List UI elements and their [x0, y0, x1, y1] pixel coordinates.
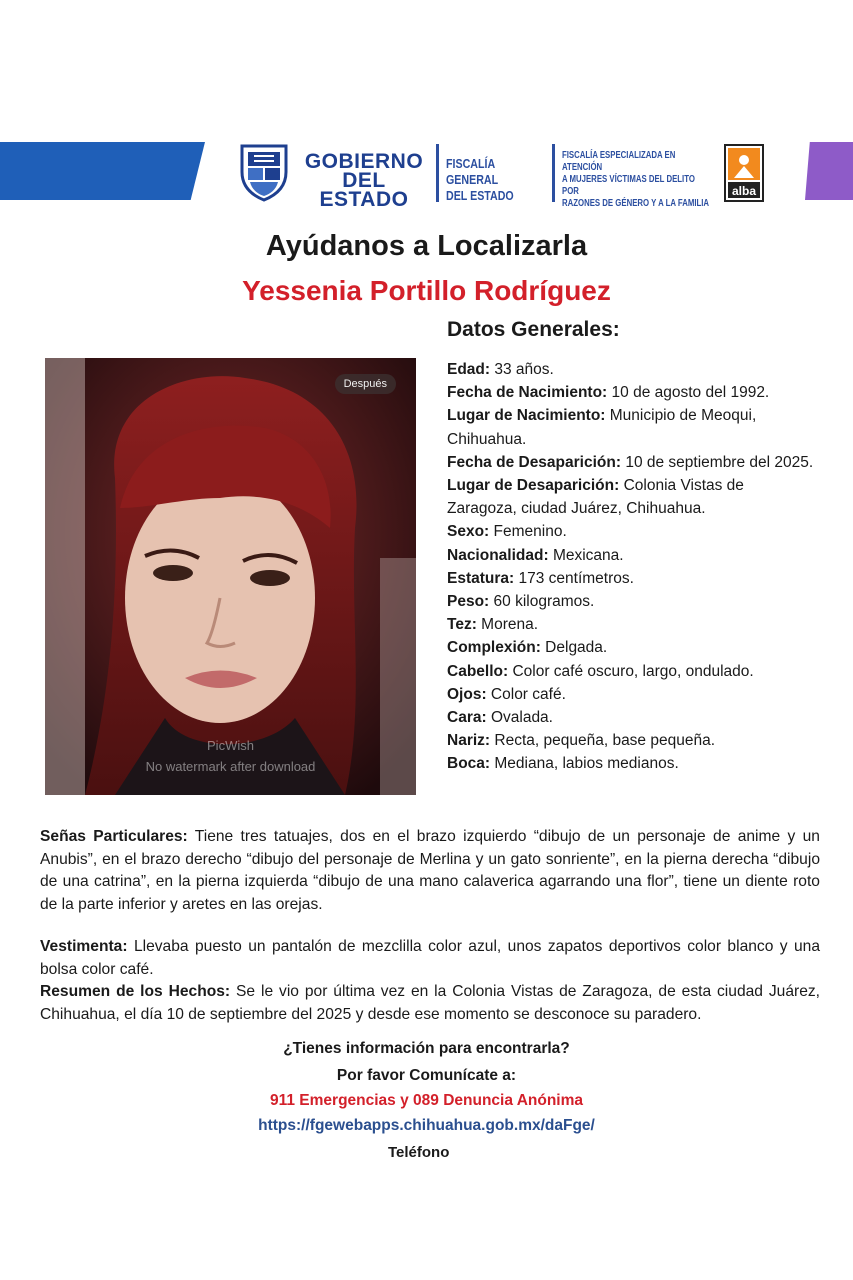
fge-line-1: FISCALÍA GENERAL: [446, 156, 499, 187]
gov-line-1: GOBIERNO: [304, 150, 424, 173]
detail-peso: Peso: 60 kilogramos.: [447, 593, 595, 611]
datos-heading: Datos Generales:: [447, 318, 620, 341]
detail-boca: Boca: Mediana, labios medianos.: [447, 755, 679, 773]
fge-line-2: DEL ESTADO: [446, 188, 514, 203]
portrait-illustration: [45, 358, 416, 795]
after-badge: Después: [335, 374, 396, 394]
detail-sexo: Sexo: Femenino.: [447, 523, 567, 541]
alba-label: alba: [731, 184, 757, 198]
senas-paragraph: Señas Particulares: Tiene tres tatuajes, dos en el brazo izquierdo “dibujo de un personaje de anime y un Anubis”, en el brazo derecho “dibujo del personaje de Merlina y un gato sonriente”, en la pierna derecha “dibujo de una catrina”, en la pierna izquierda “dibujo de una mano calaverica agarrando una flor”, tiene un diente roto de la parte inferior y aretes en las orejas.: [40, 828, 820, 913]
fem-line-2: A MUJERES VÍCTIMAS DEL DELITO POR: [562, 174, 695, 197]
fem-line-3: RAZONES DE GÉNERO Y A LA FAMILIA: [562, 198, 710, 209]
detail-nariz: Nariz: Recta, pequeña, base pequeña.: [447, 732, 716, 750]
detail-cara: Cara: Ovalada.: [447, 709, 553, 727]
detail-lugar-nacimiento: Lugar de Nacimiento: Municipio de Meoqui, Chihuahua.: [447, 407, 757, 448]
detail-ojos: Ojos: Color café.: [447, 685, 566, 703]
resumen-paragraph: Resumen de los Hechos: Se le vio por última vez en la Colonia Vistas de Zaragoza, de esta ciudad Juárez, Chihuahua, el día 10 de septiembre del 2025 y desde ese momento se desconoce su paradero.: [40, 983, 820, 1023]
fge-wordmark: [446, 156, 528, 204]
photo-watermark: No watermark after download: [145, 759, 316, 774]
fem-line-1: FISCALÍA ESPECIALIZADA EN ATENCIÓN: [562, 150, 676, 173]
vestimenta-paragraph: Vestimenta: Llevaba puesto un pantalón de mezclilla color azul, unos zapatos deportivos color blanco y una bolsa color café.: [40, 938, 820, 978]
detail-cabello: Cabello: Color café oscuro, largo, ondulado.: [447, 662, 754, 680]
detail-edad: Edad: 33 años.: [447, 361, 554, 378]
gov-wordmark: [296, 152, 432, 209]
details-list: [447, 358, 817, 776]
gov-line-2: DEL ESTADO: [319, 169, 409, 211]
contact-heading: Por favor Comunícate a:: [336, 1067, 517, 1084]
emergency-phones: 911 Emergencias y 089 Denuncia Anónima: [269, 1092, 583, 1109]
state-shield-logo-icon: [238, 142, 290, 202]
missing-person-poster: [0, 130, 853, 1161]
detail-complexion: Complexión: Delgada.: [447, 639, 608, 657]
detail-lugar-desaparicion: Lugar de Desaparición: Colonia Vistas de Zaragoza, ciudad Juárez, Chihuahua.: [447, 477, 744, 518]
detail-nacionalidad: Nacionalidad: Mexicana.: [447, 546, 624, 564]
alba-logo-icon: [724, 144, 764, 202]
photo-watermark: PicWish: [207, 738, 254, 753]
detail-tez: Tez: Morena.: [447, 616, 539, 634]
cut-off-text: Teléfono: [388, 1144, 450, 1161]
detail-estatura: Estatura: 173 centímetros.: [447, 569, 634, 587]
header-blue-band: [0, 142, 205, 200]
header-divider: [436, 144, 439, 202]
fem-wordmark: [562, 150, 710, 210]
page-title: Ayúdanos a Localizarla: [265, 230, 588, 262]
header-purple-band: [805, 142, 853, 200]
detail-fecha-nacimiento: Fecha de Nacimiento: 10 de agosto del 1992.: [447, 384, 770, 402]
detail-fecha-desaparicion: Fecha de Desaparición: 10 de septiembre del 2025.: [447, 453, 814, 471]
person-photo: [45, 358, 416, 795]
info-question: ¿Tienes información para encontrarla?: [283, 1040, 570, 1057]
person-name: Yessenia Portillo Rodríguez: [242, 275, 611, 306]
report-url-link[interactable]: https://fgewebapps.chihuahua.gob.mx/daFge/: [258, 1117, 595, 1134]
header-divider: [552, 144, 555, 202]
